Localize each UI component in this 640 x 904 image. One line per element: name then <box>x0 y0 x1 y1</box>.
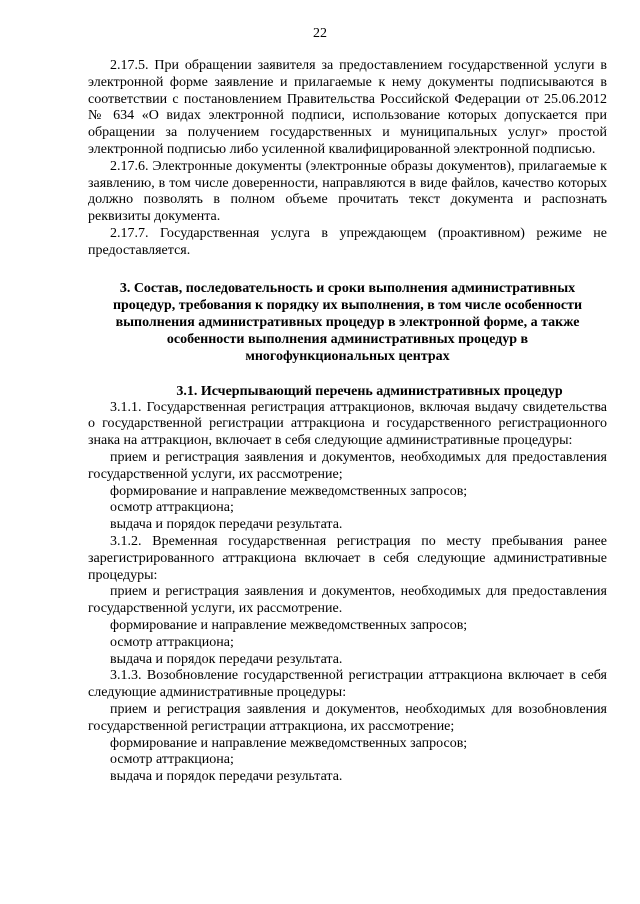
page-number: 22 <box>313 26 327 41</box>
list-item: формирование и направление межведомственных запросов; <box>110 735 468 751</box>
list-item: прием и регистрация заявления и документов, необходимых для предоставления государственной услуги, их рассмотрение; <box>88 449 607 482</box>
spacer <box>88 260 607 280</box>
document-body <box>88 58 607 786</box>
list-item: осмотр аттракциона; <box>110 752 234 768</box>
spacer <box>88 365 607 383</box>
list-item: выдача и порядок передачи результата. <box>110 651 343 667</box>
section-title: 3. Состав, последовательность и сроки выполнения административных процедур, требования к порядку их выполнения, в том числе особенности выполнения административных процедур в электронной форме, а также особенности выполнения административных процедур в многофункциональных центрах <box>112 280 583 364</box>
list-item: осмотр аттракциона; <box>110 634 234 650</box>
list-item: формирование и направление межведомственных запросов; <box>110 483 468 499</box>
list-item: прием и регистрация заявления и документов, необходимых для предоставления государственной услуги, их рассмотрение. <box>88 584 607 617</box>
paragraph-2-17-5: 2.17.5. При обращении заявителя за предоставлением государственной услуги в электронной форме заявление и прилагаемые к нему документы подписываются в соответствии с постановлением Правительства Российской Федерации от 25.06.2012 № 634 «О видах электронной подписи, использование которых допускается при обращении за получением государственных и муниципальных услуг» простой электронной подписью либо усиленной квалифицированной электронной подписью. <box>88 58 607 157</box>
list-item: выдача и порядок передачи результата. <box>110 517 343 533</box>
list-item: осмотр аттракциона; <box>110 500 234 516</box>
list-item: формирование и направление межведомственных запросов; <box>110 617 468 633</box>
list-item: прием и регистрация заявления и документов, необходимых для возобновления государственной регистрации аттракциона, их рассмотрение; <box>88 701 607 734</box>
paragraph-2-17-6: 2.17.6. Электронные документы (электронные образы документов), прилагаемые к заявлению, в том числе доверенности, направляются в виде файлов, качество которых должно позволять в полном объеме прочитать текст документа и распознать реквизиты документа. <box>88 158 607 225</box>
list-item: выдача и порядок передачи результата. <box>110 769 343 785</box>
paragraph-3-1-2: 3.1.2. Временная государственная регистрация по месту пребывания ранее зарегистрированного аттракциона включает в себя следующие административные процедуры: <box>88 533 607 583</box>
paragraph-2-17-7: 2.17.7. Государственная услуга в упреждающем (проактивном) режиме не предоставляется. <box>88 225 607 258</box>
subsection-title: 3.1. Исчерпывающий перечень административных процедур <box>176 383 563 399</box>
paragraph-3-1-3: 3.1.3. Возобновление государственной регистрации аттракциона включает в себя следующие административные процедуры: <box>88 668 607 701</box>
paragraph-3-1-1: 3.1.1. Государственная регистрация аттракционов, включая выдачу свидетельства о государственной регистрации аттракциона и государственного регистрационного знака на аттракцион, включает в себя следующие административные процедуры: <box>88 399 607 449</box>
